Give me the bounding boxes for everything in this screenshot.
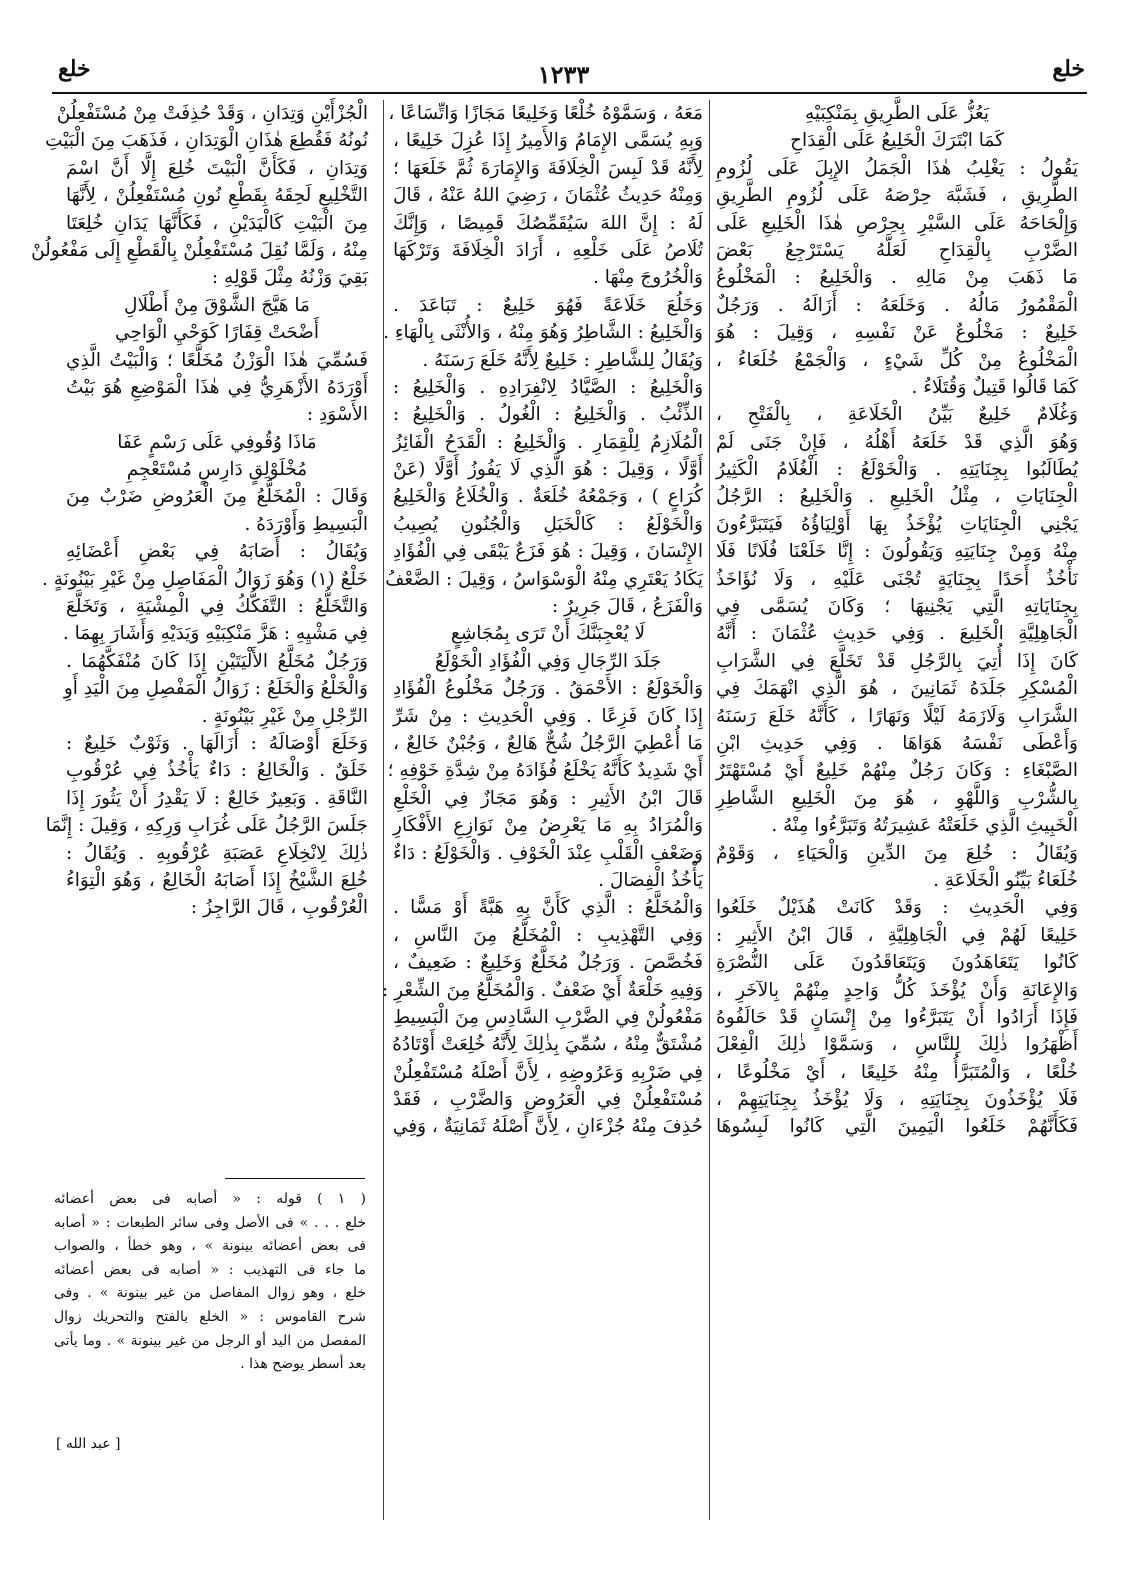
- text-line: أَوَّلًا ، وَقِيلَ : هُوَ الَّذِي لَا يَفُوزُ أَوَّلًا (عَنْ: [393, 459, 703, 481]
- text-line: وَالْخَلِيعُ : الصَّيَّادُ لِانْفِرَادِهِ . وَالْخَلِيعُ :: [393, 376, 703, 398]
- text-line: إِذَا كَانَ فَزِعًا . وَفِي الْحَدِيثِ : مِنْ شَرِّ: [393, 705, 703, 727]
- text-line: وَفِيهِ خَلْعَةٌ أَيْ ضَعْفٌ . وَالْمُخَلَّعُ مِنَ الشِّعْرِ :: [382, 979, 703, 1001]
- text-line: الْمَقْمُورُ مَالُهُ . وَخَلَعَهُ : أَزَالَهُ . وَرَجُلٌ: [716, 294, 1078, 316]
- text-line: فَلَا يُؤْخَذُونَ بِجِنَايَتِهِ ، وَلَا يُؤْخَذُ بِجِنَايَتِهِمْ ،: [716, 1089, 1078, 1111]
- footnote-line: خلع . . . » فى الأصل وفى سائر الطبعات : « أصابه: [54, 1214, 366, 1231]
- column-divider: [709, 100, 710, 1520]
- text-line: كَمَا قَالُوا قَتِيلٌ وَقُتَلَاءُ .: [911, 376, 1078, 398]
- text-line: وَالْخَوْلَعُ : الأَحْمَقُ . وَرَجُلٌ مَخْلُوعُ الْفُؤَادِ: [393, 678, 703, 700]
- text-line: وَخَلُعَ خَلَاعَةً فَهُوَ خَلِيعٌ : تَبَاعَدَ .: [393, 294, 703, 316]
- text-line: الْمَخْلُوعُ مِنْ كُلِّ شَيْءٍ ، وَالْجَمْعُ خُلَعَاءُ ،: [716, 349, 1078, 371]
- verse-line: جَلَدَ الرِّجَالِ وَفِي الْفُؤَادِ الْخَوْلَعُ: [434, 650, 662, 672]
- page-number: ١٢٣٣: [537, 60, 590, 89]
- text-line: التَّخْلِيعِ لَحِقَهُ بِقَطْعِ نُونِ مُسْتَفْعِلُنْ ، لِأَنَّهَا: [66, 185, 368, 207]
- text-line: وَإِلْحَاحَهُ عَلَى السَّيْرِ بِحِرْصِ هٰذَا الْخَلِيعِ عَلَى: [716, 212, 1078, 234]
- text-line: كَانَ إِذَا أُتِيَ بِالرَّجُلِ قَدْ تَخَلَّعَ فِي الشَّرَابِ: [716, 650, 1078, 672]
- text-line: الْمُسْكِرِ جَلَدَهُ ثَمَانِينَ ، هُوَ الَّذِي انْهَمَكَ فِي: [716, 678, 1078, 700]
- text-line: يَجْنِي الْجِنَايَاتِ يُؤْخَذُ بِهَا أَوْلِيَاؤُهُ فَيَتَبَرَّءُونَ: [716, 513, 1078, 535]
- footnote: [54, 1188, 366, 1377]
- text-line: وَضَعْفِ الْقَلْبِ عِنْدَ الْخَوْفِ . وَالْخَوْلَعُ : دَاءٌ: [393, 842, 703, 864]
- text-line: مَا أُعْطِيَ الرَّجُلُ شُحٌّ هَالِعٌ ، وَجُبْنٌ خَالِعٌ ،: [393, 732, 703, 754]
- verse-line: مَاذَا وُقُوفِي عَلَى رَسْمٍ عَفَا: [117, 431, 317, 453]
- text-line: أَظْهَرُوا ذٰلِكَ لِلنَّاسِ ، وَسَمَّوْا ذٰلِكَ الْفِعْلَ: [716, 1034, 1078, 1056]
- column-middle: [382, 100, 703, 1141]
- text-line: خَلَقٌ . وَالْخَالِعُ : دَاءٌ يَأْخُذُ فِي عُرْقُوبِ: [66, 760, 368, 782]
- header-rule: [52, 92, 1087, 94]
- text-line: يَكَادُ يَعْتَرِي مِنْهُ الْوَسْوَاسُ ، وَقِيلَ : الضَّعْفُ: [385, 568, 703, 590]
- footnote-line: ما جاء فى التهذيب : « أصابه فى بعض أعضائه: [54, 1261, 366, 1278]
- text-line: بِالشُّرْبِ وَاللَّهْوِ ، هُوَ مِنَ الْخَلِيعِ الشَّاطِرِ: [716, 787, 1078, 809]
- text-line: وَيُقَالُ : خُلِعَ مِنَ الدِّينِ وَالْحَيَاءِ ، وَقَوْمٌ: [716, 842, 1078, 864]
- text-line: فِي مَشْيِهِ : هَزَّ مَنْكِبَيْهِ وَيَدَيْهِ وَأَشَارَ بِهِمَا .: [62, 623, 368, 645]
- text-line: ذٰلِكَ لِانْخِلَاعِ عَصَبَةِ عُرْقُوبِهِ . وَيُقَالُ :: [66, 842, 368, 864]
- text-line: خَلْعٌ (١) وَهُوَ زَوَالُ الْمَفَاصِلِ مِنْ غَيْرِ بَيْنُونَةٍ .: [42, 568, 368, 590]
- editor-signature: [ عبد الله ]: [56, 1436, 121, 1452]
- text-line: الذِّئْبُ . وَالْخَلِيعُ : الْغُولُ . وَالْخَلِيعُ :: [393, 404, 703, 426]
- text-line: مَفْعُولُنْ فِي الضَّرْبِ السَّادِسِ مِنَ الْبَسِيطِ: [393, 1006, 703, 1028]
- text-line: وَالْخَلْعُ وَالْخَلَعُ : زَوَالُ الْمَفْصِلِ مِنَ الْيَدِ أَوِ: [63, 678, 368, 700]
- text-line: خَلِيعٌ : مَخْلُوعٌ عَنْ نَفْسِهِ ، وَقِيلَ : هُوَ: [716, 322, 1078, 344]
- footnote-line: المفصل من اليد أو الرجل من غير بينونة » . وما يأتى: [54, 1332, 366, 1349]
- text-line: وَرَجُلٌ مُخَلَّعُ الأَلْيَتَيْنِ إِذَا كَانَ مُنْفَكَّهُمَا .: [66, 650, 368, 672]
- text-line: الْجِنَايَاتِ ، مِثْلُ الْخَلِيعِ . وَالْخَلِيعُ : الرَّجُلُ: [716, 486, 1078, 508]
- verse-line: مَا هَيَّجَ الشَّوْقَ مِنْ أَطْلَالِ: [124, 294, 310, 316]
- text-line: قَالَ ابْنُ الأَثِيرِ : وَهُوَ مَجَازٌ فِي الْخَلْعِ: [393, 787, 703, 809]
- text-line: فَسُمِّيَ هٰذَا الْوَزْنُ مُخَلَّعًا ؛ وَالْبَيْتُ الَّذِي: [66, 349, 368, 371]
- text-line: فِي ضَرْبِهِ وَعَرُوضِهِ ، لِأَنَّ أَصْلَهُ مُسْتَفْعِلُنْ: [393, 1061, 703, 1083]
- text-line: وَيُقَالُ : أَصَابَهُ فِي بَعْضِ أَعْضَائِهِ: [66, 541, 368, 563]
- text-line: أَوْرَدَهُ الأَزْهَرِيُّ فِي هٰذَا الْمَوْضِعِ هُوَ بَيْتُ: [66, 376, 368, 398]
- footnote-line: بعد أسطر يوضح هذا .: [240, 1356, 366, 1373]
- text-line: حُذِفَ مِنْهُ جُزْءَانِ ، لِأَنَّ أَصْلَهُ ثَمَانِيَةٌ ، وَفِي: [392, 1116, 703, 1138]
- text-line: وَمِنْهُ حَدِيثُ عُثْمَانَ ، رَضِيَ اللهُ عَنْهُ ، قَالَ: [393, 185, 703, 207]
- text-line: وَالْفَزَعُ ، قَالَ جَرِيرٌ :: [552, 596, 703, 618]
- text-line: وَغُلَامٌ خَلِيعٌ بَيِّنُ الْخَلَاعَةِ ، بِالْفَتْحِ ،: [716, 404, 1078, 426]
- text-line: فَكَأَنَّهُمْ خَلَعُوا الْيَمِينَ الَّتِي كَانُوا لَبِسُوهَا: [716, 1116, 1078, 1138]
- verse-line: مُخْلَوْلِقٍ دَارِسٍ مُسْتَعْجِمِ: [126, 459, 308, 481]
- column-left: [31, 100, 368, 922]
- text-line: خُلِعَ الشَّيْخُ إِذَا أَصَابَهُ الْخَالِعُ ، وَهُوَ الْتِوَاءُ: [66, 869, 368, 891]
- text-line: خَلِيعًا لَهُمْ فِي الْجَاهِلِيَّةِ ، قَالَ ابْنُ الأَثِيرِ :: [716, 924, 1078, 946]
- text-line: وَتِدَانِ ، فَكَأَنَّ الْبَيْتَ خُلِعَ إِلَّا أَنَّ اسْمَ: [66, 157, 368, 179]
- text-line: بَقِيَ وَزْنُهُ مِثْلَ قَوْلِهِ :: [211, 267, 368, 289]
- text-line: يُطَالَبُوا بِجِنَايَتِهِ . وَالْخَوْلَعُ : الْغُلَامُ الْكَثِيرُ: [716, 459, 1078, 481]
- text-line: مَا ذَهَبَ مِنْ مَالِهِ . وَالْخَلِيعُ : الْمَخْلُوعُ: [716, 267, 1078, 289]
- text-line: الشَّرَابِ وَلَازَمَهُ لَيْلًا وَنَهَارًا ، كَأَنَّهُ خَلَعَ رَسَنَهُ: [716, 705, 1078, 727]
- text-line: وَهُوَ الَّذِي قَدْ خَلَعَهُ أَهْلُهُ ، فَإِنْ جَنَى لَمْ: [716, 431, 1078, 453]
- footnote-line: فى بعض أعضائه بينونة » ، وهو خطأ ، والصواب: [54, 1238, 366, 1255]
- text-line: وَيُقَالُ لِلشَّاطِرِ : خَلِيعٌ لِأَنَّهُ خَلَعَ رَسَنَهُ .: [422, 349, 703, 371]
- text-line: الرِّجْلِ مِنْ غَيْرِ بَيْنُونَةٍ .: [201, 705, 368, 727]
- text-line: وَالْمُرَادُ بِهِ مَا يَعْرِضُ مِنْ نَوَازِعِ الأَفْكَارِ: [393, 815, 703, 837]
- footnote-line: شرح القاموس : « الخلع بالفتح والتحريك زوال: [54, 1308, 366, 1325]
- text-line: خُلْعًا ، وَالْمُتَبَرَّأُ مِنْهُ خَلِيعًا ، أَيْ مَخْلُوعًا ،: [716, 1061, 1078, 1083]
- text-line: الْجُزْأَيْنِ وَتِدَانِ ، وَقَدْ حُذِفَتْ مِنْ مُسْتَفْعِلُنْ: [56, 103, 368, 124]
- text-line: مِنْهُ وَمِنْ جِنَايَتِهِ وَيَقُولُونَ : إِنَّا خَلَعْنَا فُلَانًا فَلَا: [716, 541, 1078, 563]
- text-line: الْجَاهِلِيَّةِ الْخَلِيعَ . وَفِي حَدِيثِ عُثْمَانَ : أَنَّهُ: [716, 623, 1078, 645]
- text-line: وَالْمُخَلَّعُ : الَّذِي كَأَنَّ بِهِ هَبَّةً أَوْ مَسًّا .: [393, 897, 703, 919]
- text-line: مَعَهُ ، وَسَمَّوْهُ خُلْعًا وَخَلِيعًا مَجَازًا وَاتِّسَاعًا ،: [388, 103, 703, 124]
- text-line: مِنَ الْبَيْتِ كَالْيَدَيْنِ ، فَكَأَنَّهَا يَدَانِ خُلِعَتَا: [66, 212, 368, 234]
- footnote-line: خلع ، وهو زوال المفاصل من غير بينونة » . وفى: [54, 1285, 366, 1302]
- text-line: يَأْخُذُ الْفِصَالَ .: [598, 869, 703, 891]
- text-line: وَفِي الْحَدِيثِ : وَقَدْ كَانَتْ هُذَيْلٌ خَلَعُوا: [716, 897, 1078, 919]
- text-line: فَخُصَّصَ . وَرَجُلٌ مُخَلَّعٌ وَخَلِيعٌ : ضَعِيفٌ ،: [393, 952, 703, 974]
- running-header-left: خلع: [58, 56, 91, 82]
- text-line: فَإِذَا أَرَادُوا أَنْ يَتَبَرَّءُوا مِنْ إِنْسَانٍ قَدْ حَالَفُوهُ: [716, 1006, 1078, 1028]
- text-line: وَفِي التَّهْذِيبِ : الْمُخَلَّعُ مِنَ النَّاسِ ،: [393, 924, 703, 946]
- text-line: لِأَنَّهُ قَدْ لَبِسَ الْخِلَافَةَ وَالإِمَارَةَ ثُمَّ خَلَعَهَا ؛: [393, 157, 703, 179]
- text-line: مِنْهُ ، وَلَمَّا نُقِلَ مُسْتَفْعِلُنْ بِالْقَطْعِ إِلَى مَفْعُولُنْ: [31, 239, 368, 261]
- footnote-rule: [225, 1178, 365, 1179]
- text-line: جَلَسَ الرَّجُلُ عَلَى غُرَابِ وَرِكِهِ ، وَقِيلَ : إِنَّمَا: [45, 815, 368, 837]
- text-line: مُسْتَفْعِلُنْ فِي الْعَرُوضِ وَالضَّرْبِ ، فَقَدْ: [393, 1089, 703, 1111]
- text-line: الْمُلَازِمُ لِلْقِمَارِ . وَالْخَلِيعُ : الْقَدَحُ الْفَائِزُ: [393, 431, 703, 453]
- text-line: مُشْتَقٌّ مِنْهُ ، سُمِّيَ بِذٰلِكَ لِأَنَّهُ خُلِعَتْ أَوْتَادُهُ: [392, 1034, 703, 1056]
- column-right: [716, 100, 1078, 1141]
- text-line: وَأَعْطَى نَفْسَهُ هَوَاهَا . وَفِي حَدِيثِ ابْنِ: [716, 732, 1078, 754]
- text-line: وَالإِعَانَةِ وَأَنْ يُؤْخَذَ كُلُّ وَاحِدٍ مِنْهُمْ بِالآخَرِ ،: [716, 979, 1078, 1001]
- text-line: وَالْخَوْلَعُ : كَالْخَبَلِ وَالْجُنُونِ يُصِيبُ: [393, 513, 703, 535]
- text-line: الأَسْوَدِ :: [306, 404, 368, 426]
- text-line: وَالْخُرُوجَ مِنْهَا .: [592, 267, 703, 289]
- text-line: خُلَعَاءُ بَيِّنُو الْخَلَاعَةِ .: [933, 869, 1078, 891]
- text-line: الْبَسِيطِ وَأَوْرَدَهُ .: [244, 513, 368, 535]
- text-line: كَانُوا يَتَعَاهَدُونَ وَيَتَعَاقَدُونَ عَلَى النُّصْرَةِ: [716, 952, 1078, 974]
- verse-line: يَعُزُّ عَلَى الطَّرِيقِ بِمَنْكِبَيْهِ: [805, 103, 989, 124]
- text-line: وَالْخَلِيعُ : الشَّاطِرُ وَهُوَ مِنْهُ ، وَالأُنْثَى بِالْهَاءِ .: [383, 322, 703, 344]
- text-line: نَأْخُذُ أَحَدًا بِجِنَايَةٍ تُجْنَى عَلَيْهِ ، وَلَا نُؤَاخَذُ: [716, 568, 1078, 590]
- text-line: بِجِنَايَاتِهِ الَّتِي يَجْنِيهَا ؛ وَكَانَ يُسَمَّى فِي: [716, 596, 1078, 618]
- verse-line: أَضْحَتْ قِفَارًا كَوَحْيِ الْوَاحِي: [114, 322, 320, 344]
- verse-line: لَا يُعْجِبَنَّكَ أَنْ تَرَى بِمُجَاشِعٍ: [450, 623, 646, 645]
- text-line: وَخَلَعَ أَوْصَالَهُ : أَزَالَهَا . وَثَوْبٌ خَلِيعٌ :: [66, 732, 368, 754]
- verse-line: كَمَا ابْتَرَكَ الْخَلِيعُ عَلَى الْقِدَاحِ: [790, 130, 1004, 152]
- text-line: لَهُ : إِنَّ اللهَ سَيُقَمِّصُكَ قَمِيصًا ، وَإِنَّكَ: [393, 212, 703, 234]
- text-line: وَبِهِ يُسَمَّى الإِمَامُ وَالأَمِيرُ إِذَا عُزِلَ خَلِيعًا ،: [393, 130, 703, 152]
- running-header-right: خلع: [1052, 56, 1085, 82]
- footnote-line: ( ١ ) قوله : « أصابه فى بعض أعضائه: [54, 1191, 367, 1207]
- text-line: وَقَالَ : الْمُخَلَّعُ مِنَ الْعَرُوضِ ضَرْبٌ مِنَ: [66, 486, 368, 508]
- text-line: كُرَاعٍ ) ، وَجَمْعُهُ خُلَعَةٌ . وَالْخُلَاعُ وَالْخَلِيعُ: [393, 486, 703, 508]
- text-line: تُلَاصُ عَلَى خَلْعِهِ ، أَرَادَ الْخِلَافَةَ وَتَرْكَهَا: [393, 239, 703, 261]
- text-line: الطَّرِيقِ ، فَشَبَّهَ حِرْصَهُ عَلَى لُزُومِ الطَّرِيقِ: [716, 185, 1078, 207]
- text-line: الْعُرْقُوبِ ، قَالَ الرَّاجِزُ :: [190, 897, 368, 919]
- text-line: الْخَبِيثِ الَّذِي خَلَعَتْهُ عَشِيرَتُهُ وَتَبَرَّءُوا مِنْهُ .: [771, 815, 1078, 837]
- column-divider: [383, 100, 384, 1520]
- text-line: نُونُهُ فَقُطِعَ هٰذَانِ الْوَتِدَانِ ، فَذَهَبَ مِنَ الْبَيْتِ: [45, 130, 368, 152]
- text-line: الإِنْسَانَ ، وَقِيلَ : هُوَ فَزَعٌ يَبْقَى فِي الْفُؤَادِ: [393, 541, 703, 563]
- text-line: الضَّرْبِ بِالْقِدَاحِ لَعَلَّهُ يَسْتَرْجِعُ بَعْضَ: [716, 239, 1078, 261]
- text-line: أَيْ شَدِيدٌ كَأَنَّهُ يَخْلَعُ فُؤَادَهُ مِنْ شِدَّةِ خَوْفِهِ ؛: [387, 760, 703, 782]
- text-line: يَقُولُ : يَغْلِبُ هٰذَا الْجَمَلُ الإِبِلَ عَلَى لُزُومِ: [716, 157, 1078, 179]
- text-line: النَّاقَةِ . وَبَعِيرٌ خَالِعٌ : لَا يَقْدِرُ أَنْ يَثُورَ إِذَا: [66, 787, 368, 809]
- text-line: وَالتَّخَلُّعُ : التَّفَكُّكُ فِي الْمِشْيَةِ ، وَتَخَلَّعَ: [66, 596, 368, 618]
- text-line: الصَّبْغَاءِ : وَكَانَ رَجُلٌ مِنْهُمْ خَلِيعٌ أَيْ مُسْتَهْتَرٌ: [716, 760, 1078, 782]
